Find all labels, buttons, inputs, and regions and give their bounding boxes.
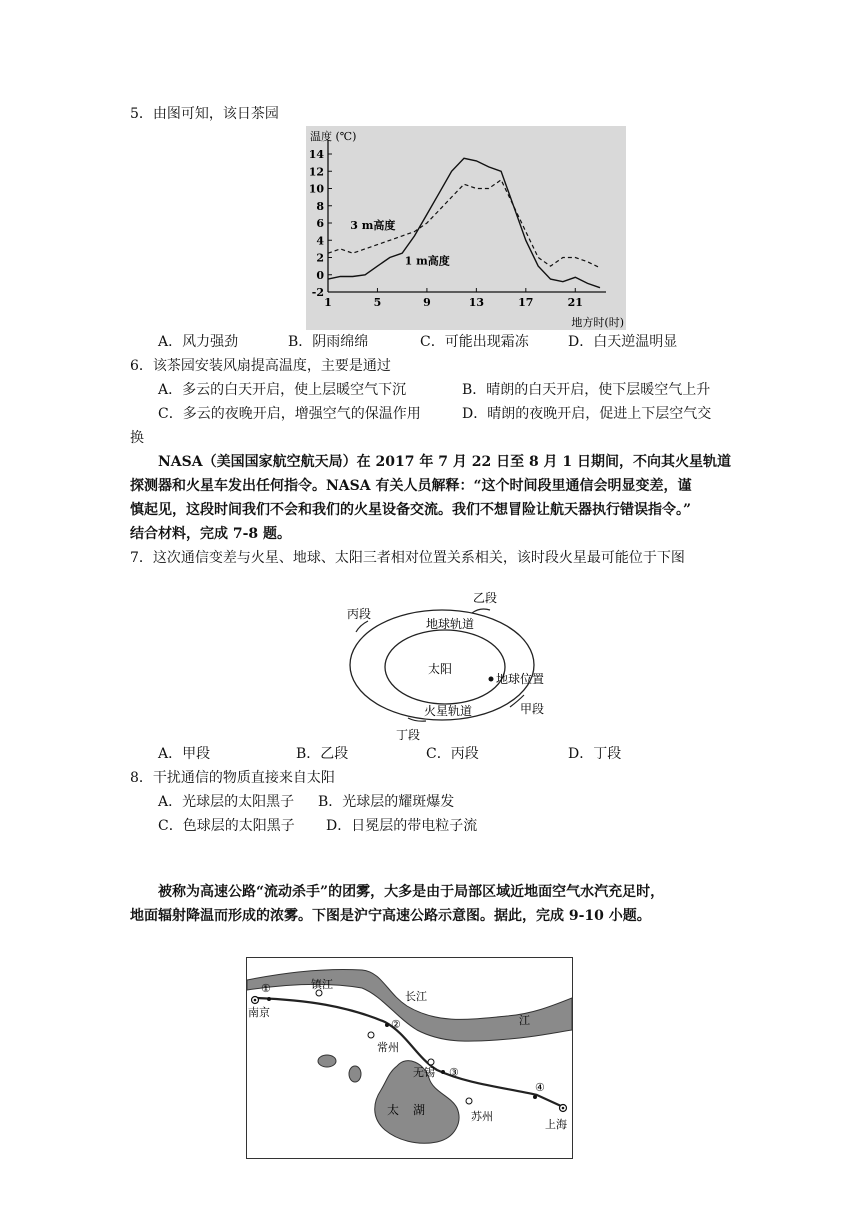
yangtze-river-shape xyxy=(247,969,572,1041)
y-tick-label-12: 12 xyxy=(308,165,324,179)
temperature-chart xyxy=(306,126,626,330)
seg-b-mark xyxy=(472,609,490,613)
passage2-line1: 被称为高速公路“流动杀手”的团雾，大多是由于局部区域近地面空气水汽充足时， xyxy=(158,884,665,900)
y-tick-label--2: -2 xyxy=(311,286,324,299)
point-2-dot xyxy=(385,1023,389,1027)
expressway-map xyxy=(246,957,573,1159)
passage1-line3: 慎起见，这段时间我们不会和我们的火星设备交流。我们不想冒险让航天器执行错误指令。” xyxy=(130,502,692,518)
q8-option-a: A．光球层的太阳黑子 xyxy=(158,794,295,810)
point-4-dot xyxy=(533,1095,537,1099)
series-label-1m: 1 m高度 xyxy=(404,254,450,268)
seg-b-label: 乙段 xyxy=(473,591,498,605)
q8-option-b: B．光球层的耀斑爆发 xyxy=(318,794,455,810)
point-4-label: ④ xyxy=(535,1081,545,1094)
y-tick-label-0: 0 xyxy=(316,268,324,282)
q7-option-a: A．甲段 xyxy=(158,746,211,762)
q6-stem: 6．该茶园安装风扇提高温度，主要是通过 xyxy=(130,358,391,374)
small-lake-1 xyxy=(318,1055,336,1067)
q5-option-c: C．可能出现霜冻 xyxy=(420,334,529,350)
y-tick-label-8: 8 xyxy=(316,199,324,213)
point-1-dot xyxy=(267,997,271,1001)
orbit-diagram-svg xyxy=(330,585,560,745)
nanjing-label: 南京 xyxy=(248,1006,270,1019)
q8-option-c: C．色球层的太阳黑子 xyxy=(158,818,295,834)
suzhou-label: 苏州 xyxy=(471,1110,493,1123)
q5-option-d: D．白天逆温明显 xyxy=(568,334,678,350)
y-tick-label-2: 2 xyxy=(316,251,324,265)
seg-a-label: 甲段 xyxy=(520,702,545,716)
temperature-chart-svg xyxy=(306,126,626,330)
point-2-label: ② xyxy=(391,1018,401,1031)
point-3-dot xyxy=(441,1070,445,1074)
q8-stem: 8．干扰通信的物质直接来自太阳 xyxy=(130,770,335,786)
q6-option-b: B．晴朗的白天开启，使下层暖空气上升 xyxy=(462,382,711,398)
x-tick-label-13: 13 xyxy=(468,296,485,309)
jiang-label: 江 xyxy=(519,1014,530,1027)
y-tick-label-4: 4 xyxy=(316,234,324,248)
passage1-line4: 结合材料，完成 7-8 题。 xyxy=(130,526,292,542)
shanghai-marker-dot xyxy=(562,1107,565,1110)
x-tick-label-1: 1 xyxy=(324,296,332,309)
orbit-diagram xyxy=(330,585,560,745)
wuxi-marker xyxy=(428,1059,434,1065)
q6-option-d-wrap: 换 xyxy=(130,430,144,446)
nanjing-marker-dot xyxy=(254,999,257,1002)
q6-option-a: A．多云的白天开启，使上层暖空气下沉 xyxy=(158,382,407,398)
q8-option-d: D．日冕层的带电粒子流 xyxy=(326,818,478,834)
taihu-label-2: 湖 xyxy=(413,1103,426,1117)
changzhou-label: 常州 xyxy=(377,1041,399,1054)
earth-position-dot xyxy=(489,677,494,682)
expressway-map-svg xyxy=(247,958,572,1158)
earth-position-label: 地球位置 xyxy=(496,672,545,686)
suzhou-marker xyxy=(466,1098,472,1104)
y-tick-label-14: 14 xyxy=(308,148,324,161)
mars-orbit-label: 火星轨道 xyxy=(423,704,473,718)
q5-option-b: B．阴雨绵绵 xyxy=(288,334,369,350)
changzhou-marker xyxy=(368,1032,374,1038)
earth-orbit-label: 地球轨道 xyxy=(425,617,475,631)
changjiang-label: 长江 xyxy=(405,990,427,1003)
q5-stem: 5．由图可知，该日茶园 xyxy=(130,106,279,122)
wuxi-label: 无锡 xyxy=(413,1066,435,1079)
q6-option-d: D．晴朗的夜晚开启，促进上下层空气交 xyxy=(462,406,712,422)
seg-c-label: 丙段 xyxy=(347,607,372,621)
seg-c-mark xyxy=(356,621,368,632)
small-lake-2 xyxy=(349,1066,361,1082)
q6-option-c: C．多云的夜晚开启，增强空气的保温作用 xyxy=(158,406,421,422)
series-label-3m: 3 m高度 xyxy=(350,219,396,233)
point-1-label: ① xyxy=(261,982,271,995)
point-3-label: ③ xyxy=(449,1066,459,1079)
q7-option-d: D．丁段 xyxy=(568,746,622,762)
x-tick-label-9: 9 xyxy=(423,296,431,309)
seg-d-label: 丁段 xyxy=(396,728,421,742)
y-tick-label-6: 6 xyxy=(316,217,324,230)
zhenjiang-label: 镇江 xyxy=(311,978,333,991)
y-axis-label: 温度 (℃) xyxy=(310,130,357,143)
q7-option-c: C．丙段 xyxy=(426,746,479,762)
passage2-line2: 地面辐射降温而形成的浓雾。下图是沪宁高速公路示意图。据此，完成 9-10 小题。 xyxy=(130,908,651,924)
passage1-line2: 探测器和火星车发出任何指令。NASA 有关人员解释：“这个时间段里通信会明显变差，谨 xyxy=(130,478,692,494)
passage1-line1: NASA（美国国家航空航天局）在 2017 年 7 月 22 日至 8 月 1 日期间，不向其火星轨道 xyxy=(158,454,732,470)
taihu-label-1: 太 xyxy=(387,1103,400,1117)
x-tick-label-17: 17 xyxy=(518,296,534,309)
shanghai-label: 上海 xyxy=(545,1118,567,1131)
sun-label: 太阳 xyxy=(427,662,453,676)
q5-option-a: A．风力强劲 xyxy=(158,334,239,350)
x-tick-label-21: 21 xyxy=(567,296,583,309)
x-axis-label: 地方时(时) xyxy=(571,316,624,329)
x-tick-label-5: 5 xyxy=(373,296,382,309)
y-tick-label-10: 10 xyxy=(308,182,324,196)
q7-stem: 7．这次通信变差与火星、地球、太阳三者相对位置关系相关，该时段火星最可能位于下图 xyxy=(130,550,685,566)
q7-option-b: B．乙段 xyxy=(296,746,349,762)
